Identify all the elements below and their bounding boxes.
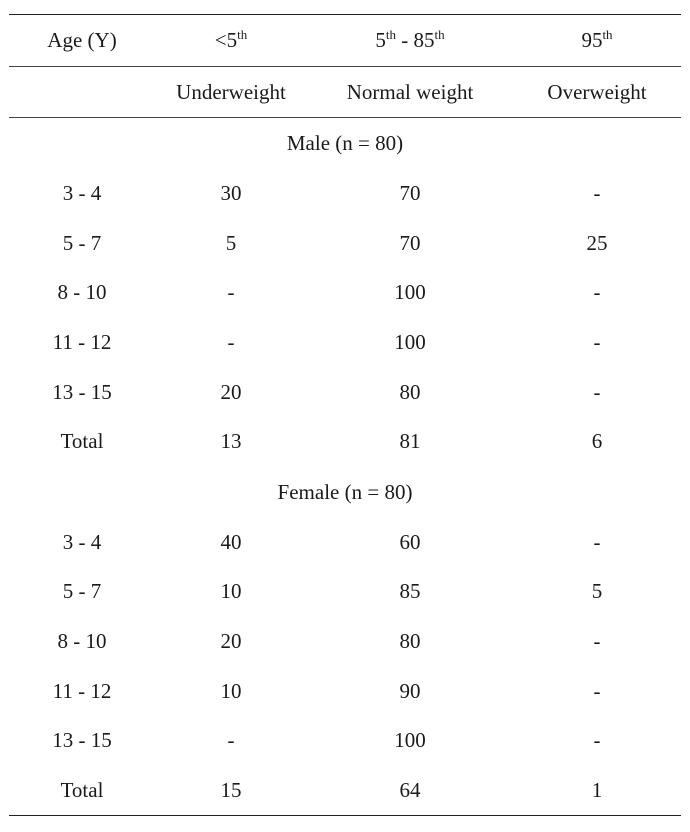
subheader-normal-weight: Normal weight <box>307 67 513 118</box>
header-95th-sup: th <box>602 27 613 42</box>
cell-normal: 81 <box>399 429 421 454</box>
header-below-5th <box>155 15 307 67</box>
table-row-total <box>9 417 681 467</box>
cell-age: 3 - 4 <box>62 529 102 554</box>
header-85-value: - 85 <box>396 28 435 52</box>
cell-normal: 100 <box>394 280 426 305</box>
header-5th-value: 5 <box>375 28 386 52</box>
cell-overweight: 25 <box>586 230 608 255</box>
cell-normal: 100 <box>394 728 426 753</box>
cell-normal: 85 <box>399 579 421 604</box>
cell-normal: 90 <box>399 678 421 703</box>
cell-overweight: - <box>593 379 601 404</box>
cell-age: 11 - 12 <box>52 678 112 703</box>
table-row <box>9 716 681 766</box>
header-below-5th-sup: th <box>237 27 248 42</box>
cell-underweight: - <box>227 728 235 753</box>
cell-age: 13 - 15 <box>52 728 112 753</box>
cell-age: 5 - 7 <box>62 579 102 604</box>
cell-underweight: - <box>227 330 235 355</box>
table-row <box>9 268 681 318</box>
cell-normal: 80 <box>399 379 421 404</box>
cell-age: 13 - 15 <box>52 379 112 404</box>
cell-age: 8 - 10 <box>57 629 107 654</box>
cell-overweight: 5 <box>591 579 603 604</box>
cell-age: 3 - 4 <box>62 181 102 206</box>
cell-age: Total <box>60 429 104 454</box>
table-row <box>9 169 681 219</box>
table-row <box>9 219 681 269</box>
header-row <box>9 15 681 67</box>
cell-age: 5 - 7 <box>62 230 102 255</box>
header-5th-sup: th <box>385 27 396 42</box>
cell-age: 11 - 12 <box>52 330 112 355</box>
cell-overweight: - <box>593 330 601 355</box>
subheader-underweight: Underweight <box>155 67 307 118</box>
cell-underweight: 40 <box>220 529 242 554</box>
table-row <box>9 567 681 617</box>
group-row-female <box>9 467 681 518</box>
group-title-male: Male (n = 80) <box>286 131 404 155</box>
bmi-percentile-table <box>9 14 681 816</box>
header-85th-sup: th <box>434 27 445 42</box>
subheader-empty <box>9 67 155 118</box>
cell-overweight: - <box>593 629 601 654</box>
cell-overweight: - <box>593 529 601 554</box>
cell-normal: 80 <box>399 629 421 654</box>
cell-normal: 70 <box>399 181 421 206</box>
header-5th-85th <box>307 15 513 67</box>
cell-underweight: 5 <box>225 230 237 255</box>
cell-underweight: - <box>227 280 235 305</box>
group-row-male <box>9 118 681 170</box>
table-row <box>9 518 681 568</box>
cell-overweight: - <box>593 678 601 703</box>
subheader-row <box>9 67 681 118</box>
cell-overweight: 6 <box>591 429 603 454</box>
cell-age: Total <box>9 766 155 816</box>
cell-underweight: 13 <box>220 429 242 454</box>
header-95th-value: 95 <box>581 28 603 52</box>
table-row <box>9 617 681 667</box>
cell-underweight: 10 <box>220 579 242 604</box>
cell-normal: 70 <box>399 230 421 255</box>
subheader-overweight: Overweight <box>513 67 681 118</box>
cell-age: 8 - 10 <box>57 280 107 305</box>
header-95th <box>513 15 681 67</box>
table-row <box>9 318 681 368</box>
cell-normal: 64 <box>307 766 513 816</box>
cell-overweight: - <box>593 280 601 305</box>
cell-underweight: 30 <box>220 181 242 206</box>
cell-underweight: 20 <box>220 629 242 654</box>
cell-overweight: - <box>593 181 601 206</box>
table-row <box>9 367 681 417</box>
header-age: Age (Y) <box>9 15 155 67</box>
table-row <box>9 666 681 716</box>
cell-underweight: 20 <box>220 379 242 404</box>
cell-normal: 100 <box>394 330 426 355</box>
cell-underweight: 10 <box>220 678 242 703</box>
group-title-female: Female (n = 80) <box>277 479 413 504</box>
table-row-total <box>9 766 681 816</box>
cell-underweight: 15 <box>155 766 307 816</box>
cell-overweight: - <box>593 728 601 753</box>
cell-normal: 60 <box>399 529 421 554</box>
cell-overweight: 1 <box>513 766 681 816</box>
header-below-5th-value: <5 <box>214 28 238 52</box>
